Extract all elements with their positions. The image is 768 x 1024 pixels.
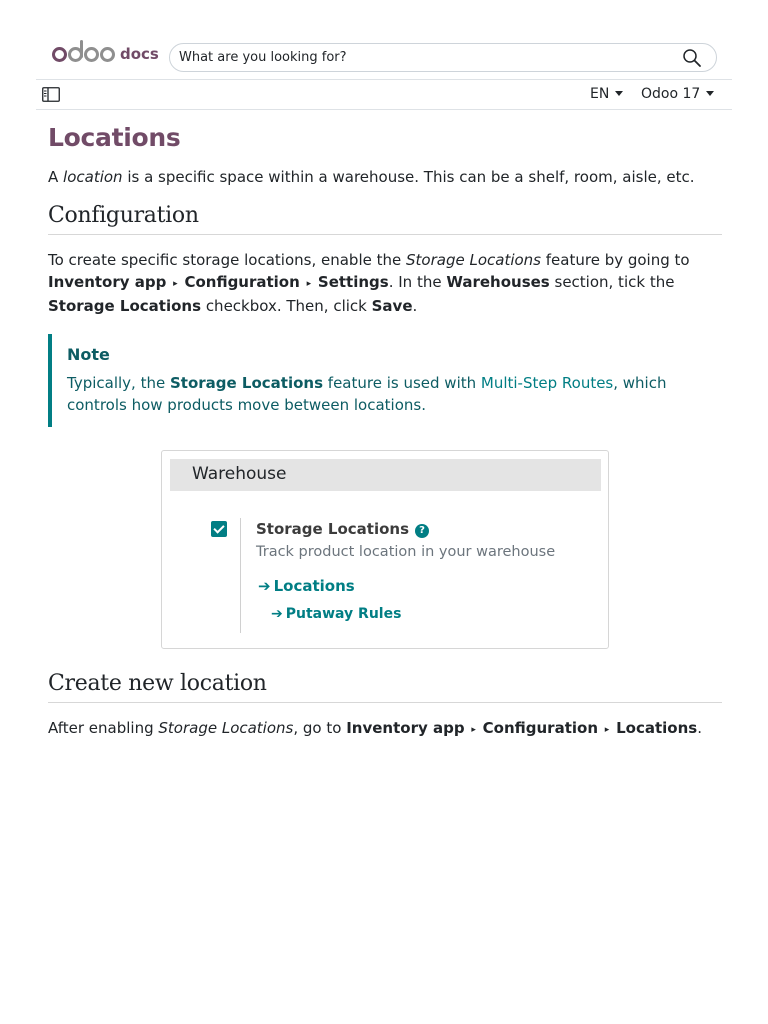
configuration-heading: Configuration [48,201,722,235]
odoo-docs-logo[interactable] [52,45,159,63]
version-dropdown[interactable] [641,86,714,102]
search-input[interactable] [169,43,717,72]
storage-locations-description: Track product location in your warehouse [256,544,556,560]
setting-divider [240,518,241,633]
language-label: EN [590,86,610,102]
arrow-right-icon: ➔ [258,577,271,595]
warehouse-section-title: Warehouse [192,464,287,484]
intro-paragraph: A location is a specific space within a warehouse. This can be a shelf, room, aisle, etc. [48,168,695,186]
version-label: Odoo 17 [641,86,701,102]
search-placeholder: What are you looking for? [179,50,347,65]
warehouse-section-header [170,459,601,491]
settings-screenshot [161,450,609,649]
note-body: Typically, the Storage Locations feature is used with Multi-Step Routes, which controls how products move between locations. [67,374,667,414]
sidebar-toggle-icon[interactable] [42,87,60,102]
logo-docs-text: docs [120,45,159,63]
create-location-paragraph: After enabling Storage Locations, go to Inventory app ▸ Configuration ▸ Locations. [48,719,702,737]
multi-step-routes-link[interactable]: Multi-Step Routes [480,374,614,392]
chevron-down-icon [706,91,714,96]
odoo-logo-icon [52,47,115,62]
chevron-down-icon [615,91,623,96]
putaway-rules-link: ➔ Putaway Rules [271,606,402,622]
site-header [36,40,732,76]
article-content [48,118,722,427]
note-title: Note [67,345,110,364]
configuration-paragraph: To create specific storage locations, enable the Storage Locations feature by going to Inventory app ▸ Configuration ▸ Settings. In the Warehouses section, tick the Storage Locations checkbox. Then, click Save. [48,251,690,315]
docs-toolbar [36,79,732,110]
language-dropdown[interactable] [590,86,623,102]
help-icon: ? [415,524,429,538]
locations-link: ➔ Locations [258,577,355,595]
create-location-heading: Create new location [48,669,722,703]
storage-locations-label: Storage Locations ? [256,520,429,538]
note-callout [48,334,722,427]
page-title: Locations [48,123,181,152]
storage-locations-checkbox [211,521,227,537]
create-location-section [48,669,722,741]
arrow-right-icon: ➔ [271,606,283,622]
search-icon[interactable] [682,48,702,68]
